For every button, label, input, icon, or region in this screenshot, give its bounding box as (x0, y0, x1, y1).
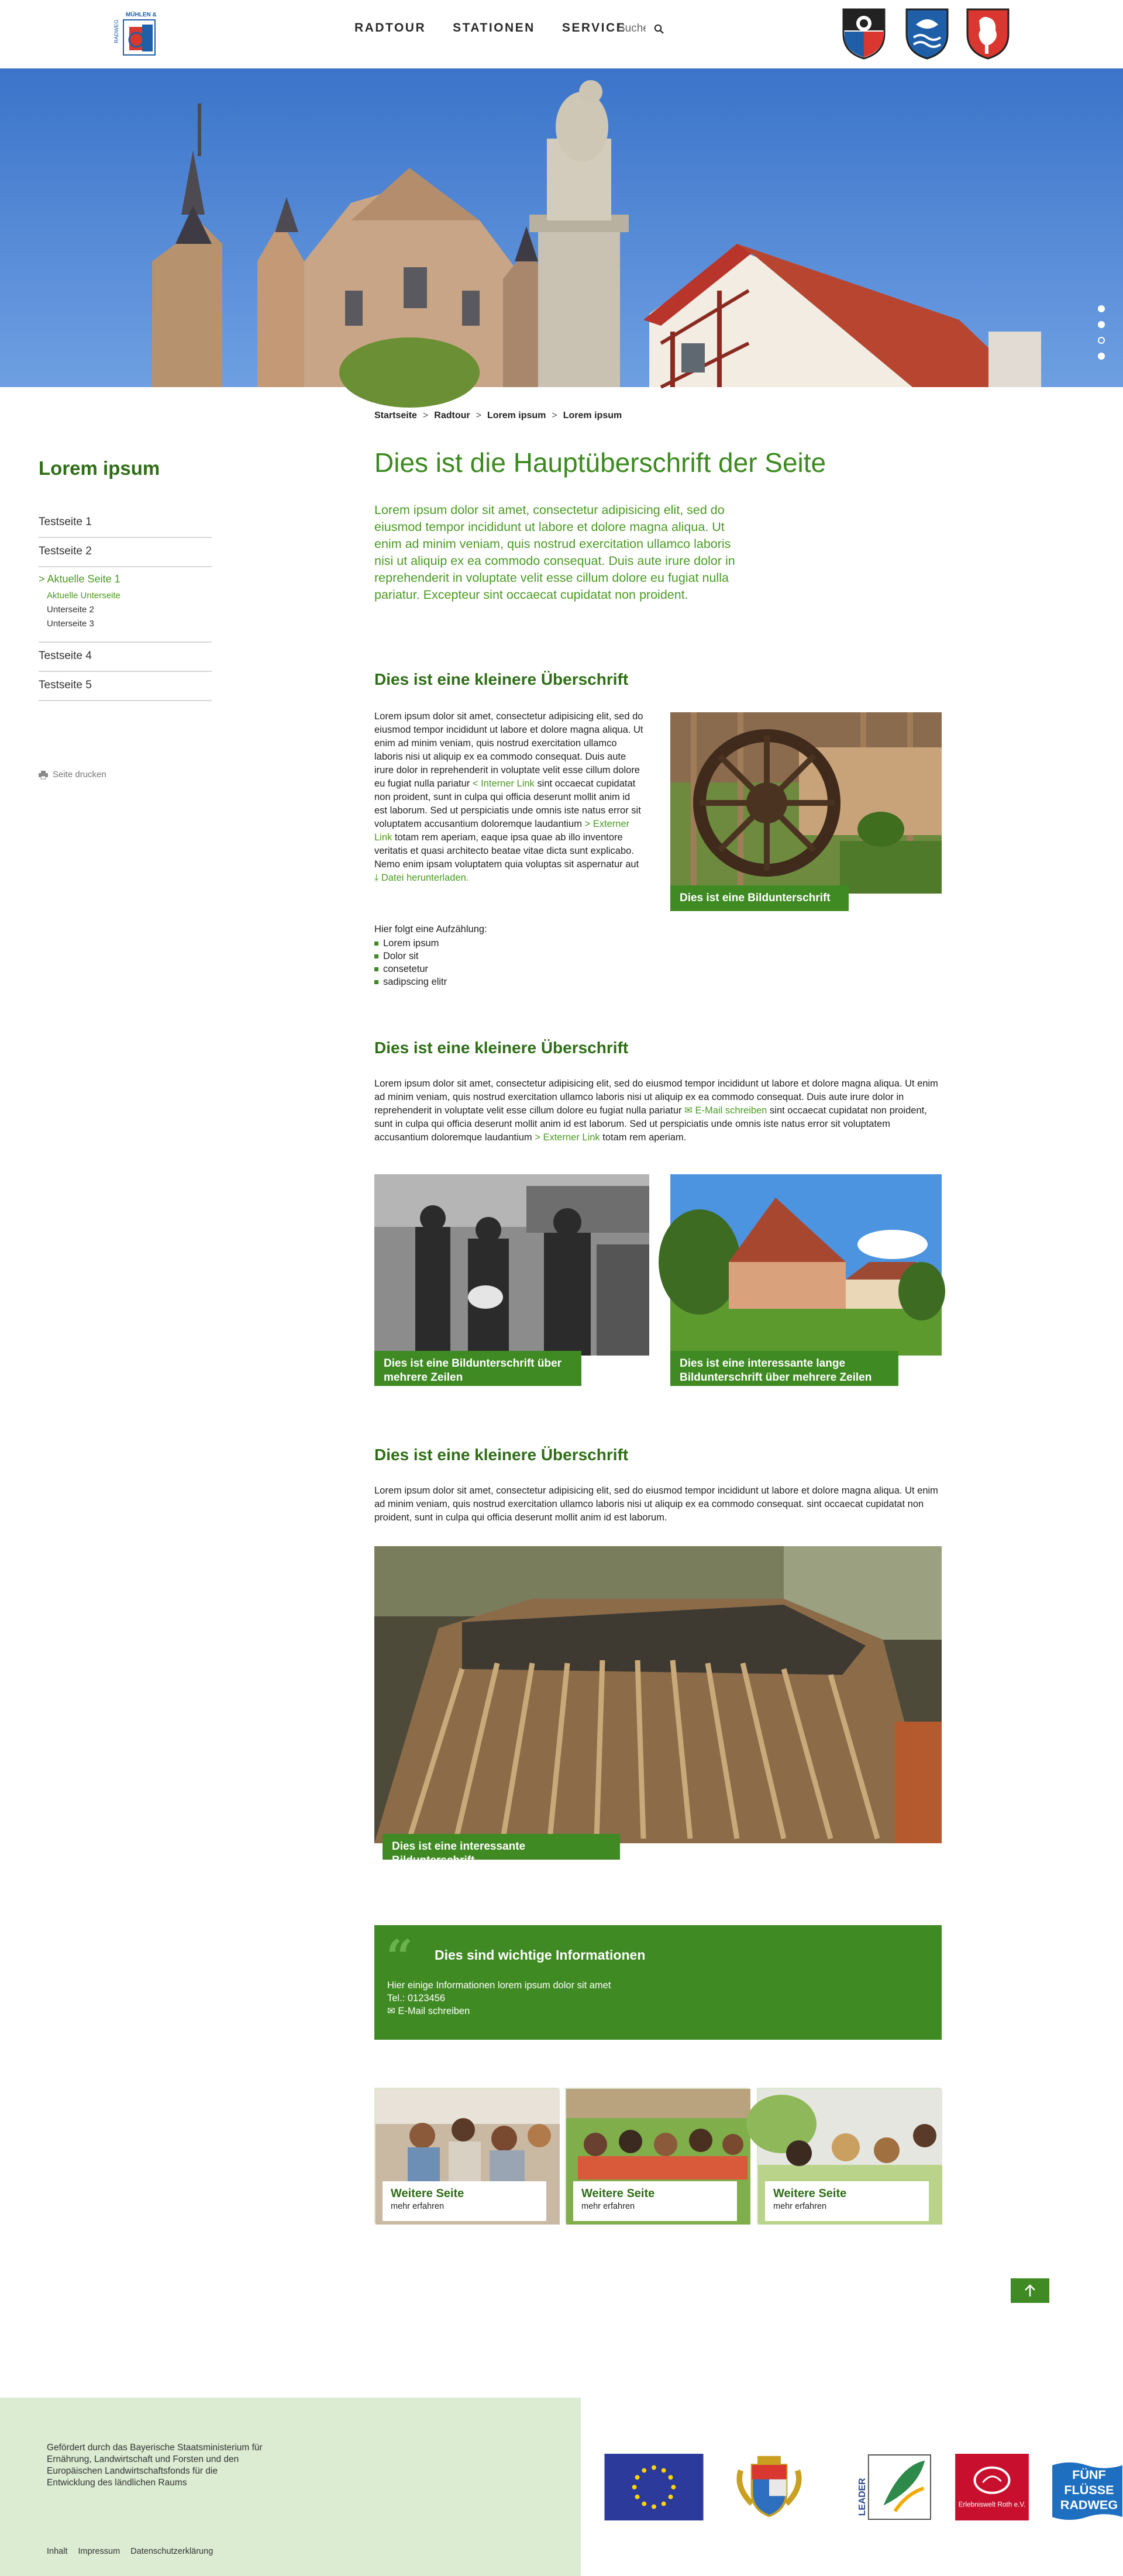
leader-logo[interactable] (857, 2454, 932, 2520)
sidebar-active-group (39, 567, 212, 643)
teaser-more-link[interactable]: mehr erfahren (581, 2202, 635, 2211)
sidebar-item-testseite-1[interactable]: Testseite 1 (39, 509, 212, 538)
breadcrumb (374, 411, 622, 421)
print-label: Seite drucken (53, 770, 106, 780)
search-input[interactable] (618, 22, 646, 35)
historic-photo-image (374, 1174, 649, 1356)
slider-dot-1[interactable] (1098, 305, 1105, 312)
info-box-title: Dies sind wichtige Informationen (435, 1947, 646, 1963)
list-item: Dolor sit (374, 950, 487, 963)
mill-house-image (670, 1174, 942, 1356)
nav-radtour[interactable]: RADTOUR (354, 21, 426, 35)
crest-3-icon[interactable] (965, 7, 1011, 60)
breadcrumb-startseite[interactable]: Startseite (374, 411, 417, 420)
section-2-text (374, 1077, 945, 1144)
roth-logo-label: Erlebniswelt Roth e.V. (958, 2501, 1026, 2509)
intro-text: Lorem ipsum dolor sit amet, consectetur adipisicing elit, sed do eiusmod tempor incididunt ut labore et dolore magna aliqua. Ut enim ad minim veniam, quis nostrud exercitation ullamco laboris nisi ut aliquip ex ea commodo consequat. Duis aute irure dolor in reprehenderit in voluptate velit esse cillum dolore eu fugiat nulla pariatur. Excepteur sint occaecat cupidatat non proident. (374, 503, 735, 602)
download-link[interactable]: ⤓ Datei herunterladen. (374, 873, 469, 883)
info-box (374, 1925, 942, 2040)
fluesse-label: FLÜSSE (1064, 2482, 1114, 2497)
section-3-heading: Dies ist eine kleinere Überschrift (374, 1446, 629, 1464)
email-link[interactable]: ✉ E-Mail schreiben (684, 1105, 767, 1116)
list-item: Lorem ipsum (374, 937, 487, 950)
site-header (0, 0, 1123, 68)
teaser-card-3[interactable] (757, 2088, 941, 2223)
arrow-up-icon (1024, 2284, 1036, 2298)
footer-link-inhalt[interactable]: Inhalt (47, 2547, 68, 2556)
list-intro: Hier folgt eine Aufzählung: (374, 924, 487, 934)
breadcrumb-separator: > (476, 411, 481, 420)
internal-link[interactable]: < Interner Link (472, 778, 535, 789)
bullet-list (374, 923, 487, 988)
breadcrumb-current: Lorem ipsum (563, 411, 622, 420)
page-title: Dies ist die Hauptüberschrift der Seite (374, 447, 826, 478)
main-nav (354, 21, 653, 35)
teaser-title: Weitere Seite (391, 2187, 464, 2200)
section-2-text-c: totam rem aperiam. (600, 1132, 687, 1143)
footer-funding-text: Gefördert durch das Bayerische Staatsministerium für Ernährung, Landwirtschaft und Forsten und den Europäischen Landwirtschaftsfonds für die Entwicklung des ländlichen Raums (47, 2443, 263, 2488)
sidebar-subitem-2[interactable]: Unterseite 2 (47, 605, 94, 615)
section-2-text-b: sint occaecat cupidatat non proident, sunt in culpa qui officia deserunt mollit anim id est laborum. Sed ut perspiciatis unde omnis iste natus error sit voluptatem accusantium doloremque laudantium (374, 1105, 927, 1143)
waterwheel-photo (670, 712, 942, 894)
slider-dot-2[interactable] (1098, 321, 1105, 328)
teaser-label-3 (765, 2181, 929, 2221)
figure-caption-4: Dies ist eine interessante Bildunterschrift (383, 1834, 620, 1860)
quote-icon: “ (386, 1929, 414, 1984)
sidebar-subitem-3[interactable]: Unterseite 3 (47, 619, 94, 629)
info-box-body (387, 1979, 611, 2018)
sidebar-item-testseite-2[interactable]: Testseite 2 (39, 538, 212, 567)
hero-photo (0, 68, 1123, 387)
sidebar-nav (39, 509, 212, 701)
printer-icon (39, 771, 48, 779)
back-to-top-button[interactable] (1011, 2278, 1049, 2303)
sidebar-subitem-current[interactable]: Aktuelle Unterseite (47, 591, 120, 601)
sidebar-title: Lorem ipsum (39, 457, 160, 479)
breadcrumb-separator: > (422, 411, 429, 420)
waterwheel-image (670, 712, 942, 894)
breadcrumb-lorem-1[interactable]: Lorem ipsum (487, 411, 546, 420)
slider-dot-3[interactable] (1098, 337, 1105, 344)
hero-image (0, 68, 1123, 387)
footer-links (47, 2547, 213, 2556)
info-box-email-link[interactable]: ✉ E-Mail schreiben (387, 2006, 470, 2016)
footer-link-impressum[interactable]: Impressum (78, 2547, 120, 2556)
info-box-phone: Tel.: 0123456 (387, 1993, 446, 2003)
section-1-text-a: Lorem ipsum dolor sit amet, consectetur adipisicing elit, sed do eiusmod tempor incididunt ut labore et dolore magna aliqua. Ut enim ad minim veniam, quis nostrud exercitation ullamco laboris nisi ut aliquip ex ea commodo consequat. Duis aute irure dolor in reprehenderit in voluptate velit esse cillum dolore eu fugiat nulla pariatur (374, 711, 643, 789)
list-item: consetetur (374, 963, 487, 975)
figure-caption-3: Dies ist eine interessante lange Bildunterschrift über mehrere Zeilen (670, 1351, 898, 1386)
crest-1-icon[interactable] (841, 7, 887, 60)
slider-dot-4[interactable] (1098, 353, 1105, 360)
section-1-text (374, 710, 643, 885)
breadcrumb-separator: > (552, 411, 557, 420)
section-3-text: Lorem ipsum dolor sit amet, consectetur adipisicing elit, sed do eiusmod tempor incididunt ut labore et dolore magna aliqua. Ut enim ad minim veniam, quis nostrud exercitation ullamco laboris nisi ut aliquip ex ea commodo consequat. sint occaecat cupidatat non proident, sunt in culpa qui officia deserunt mollit anim id est laborum. (374, 1485, 938, 1523)
svg-text:LEADER: LEADER (857, 2478, 867, 2516)
crest-2-icon[interactable] (904, 7, 950, 60)
muehlen-hammer-logo[interactable] (113, 8, 161, 58)
figure-caption-1: Dies ist eine Bildunterschrift (670, 885, 849, 911)
charcoal-kiln-image (374, 1546, 942, 1843)
list-item: sadipscing elitr (374, 975, 487, 988)
fuenf-fluesse-radweg-logo[interactable] (1052, 2454, 1123, 2520)
eu-flag-logo[interactable] (604, 2454, 704, 2520)
figure-caption-2: Dies ist eine Bildunterschrift über mehrere Zeilen (374, 1351, 581, 1386)
teaser-more-link[interactable]: mehr erfahren (773, 2202, 827, 2211)
section-1-text-c: totam rem aperiam, eaque ipsa quae ab illo inventore veritatis et quasi architecto beatae vitae dicta sunt explicabo. Nemo enim ipsam voluptatem quia voluptas sit aspernatur aut (374, 832, 639, 870)
svg-text:MÜHLEN &: MÜHLEN & (126, 12, 157, 18)
footer-link-datenschutz[interactable]: Datenschutzerklärung (130, 2547, 213, 2556)
section-1-text-b: sint occaecat cupidatat non proident, sunt in culpa qui officia deserunt mollit anim id est laborum. Sed ut perspiciatis unde omnis iste natus error sit voluptatem accusantium doloremque laudantium (374, 778, 641, 829)
teaser-label-1 (383, 2181, 546, 2221)
slider-dots (1098, 305, 1105, 360)
search-icon[interactable] (654, 24, 664, 34)
charcoal-kiln-photo (374, 1546, 942, 1843)
sidebar-item-testseite-4[interactable]: Testseite 4 (39, 643, 212, 672)
teaser-more-link[interactable]: mehr erfahren (391, 2202, 445, 2211)
section-2-heading: Dies ist eine kleinere Überschrift (374, 1039, 629, 1057)
external-link[interactable]: > Externer Link (535, 1132, 600, 1143)
nav-service[interactable]: SERVICE (562, 21, 626, 35)
erlebniswelt-roth-logo[interactable] (955, 2454, 1029, 2520)
historic-photo (374, 1174, 649, 1356)
teaser-title: Weitere Seite (773, 2187, 847, 2200)
sidebar-item-testseite-5[interactable]: Testseite 5 (39, 672, 212, 701)
teaser-title: Weitere Seite (581, 2187, 655, 2200)
teaser-label-2 (573, 2181, 737, 2221)
radweg-label: RADWEG (1060, 2497, 1118, 2512)
bavaria-coat-of-arms-logo[interactable] (728, 2454, 811, 2520)
section-2-text-a: Lorem ipsum dolor sit amet, consectetur adipisicing elit, sed do eiusmod tempor incididunt ut labore et dolore magna aliqua. Ut enim ad minim veniam, quis nostrud exercitation ullamco laboris nisi ut aliquip ex ea commodo consequat. Duis aute irure dolor in reprehenderit in voluptate velit esse cillum dolore eu fugiat nulla pariatur (374, 1078, 938, 1116)
sidebar-item-active[interactable]: > Aktuelle Seite 1 (39, 573, 120, 585)
mill-house-photo (670, 1174, 942, 1356)
info-box-line: Hier einige Informationen lorem ipsum dolor sit amet (387, 1980, 611, 1991)
fuenf-label: FÜNF (1072, 2467, 1106, 2482)
search-box (618, 22, 664, 35)
teaser-card-2[interactable] (565, 2088, 749, 2223)
nav-stationen[interactable]: STATIONEN (453, 21, 535, 35)
print-page-button[interactable] (39, 770, 106, 780)
svg-text:RADWEG: RADWEG (113, 19, 119, 43)
external-link[interactable]: > Externer Link (374, 819, 630, 843)
teaser-card-1[interactable] (374, 2088, 559, 2223)
section-1-heading: Dies ist eine kleinere Überschrift (374, 670, 629, 688)
breadcrumb-radtour[interactable]: Radtour (434, 411, 470, 420)
